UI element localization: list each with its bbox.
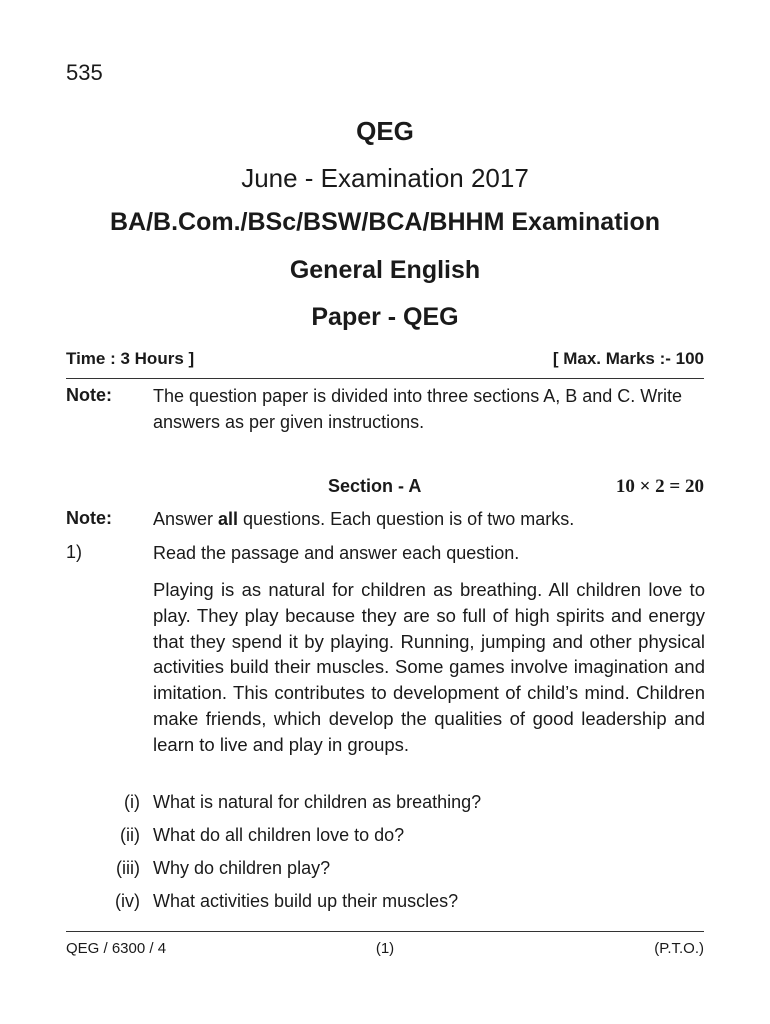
paper-title: Paper - QEG	[311, 303, 459, 331]
note-text-after: questions. Each question is of two marks.	[238, 509, 575, 529]
subquestion-text: What activities build up their muscles?	[153, 891, 459, 911]
section-a-marks: 10 × 2 = 20	[615, 476, 704, 497]
note-text-before: Answer	[153, 509, 219, 529]
reading-passage: Playing is as natural for children as breathing. All children love to play. They play because they are so full of high spirits and energy that they spend it by playing. Running, jumping and other physical activities build their muscles. Some games involve imagination and imitation. This contributes to development of child’s mind. Children make friends, which develop the qualities of good leadership and learn to live and play in groups.	[153, 579, 705, 755]
exam-session: June - Examination 2017	[241, 163, 529, 193]
note-text: The question paper is divided into three sections A, B and C. Write answers as per given instructions.	[153, 386, 682, 432]
subquestion-number: (ii)	[120, 825, 140, 845]
paper-code-title: QEG	[356, 116, 414, 146]
subquestion-number: (i)	[124, 792, 140, 812]
subquestion-number: (iii)	[116, 858, 140, 878]
meta-row	[66, 349, 704, 369]
footer-divider	[66, 931, 704, 932]
exam-name: BA/B.Com./BSc/BSW/BCA/BHHM Examination	[109, 208, 661, 236]
subquestion-text: Why do children play?	[153, 858, 331, 878]
footer-pto: (P.T.O.)	[654, 940, 704, 957]
page-number: 535	[66, 60, 103, 85]
section-a-heading: Section - A	[328, 476, 422, 496]
note-text-bold: all	[218, 509, 239, 529]
section-note-text	[153, 506, 705, 532]
section-note-label: Note:	[66, 508, 112, 528]
question-number: 1)	[66, 542, 83, 562]
subject-title: General English	[289, 256, 481, 284]
subquestion-text: What is natural for children as breathing?	[153, 792, 482, 812]
footer-page-number: (1)	[375, 940, 395, 957]
subquestion-text: What do all children love to do?	[153, 825, 405, 845]
subquestion-number: (iv)	[115, 891, 140, 911]
footer-code: QEG / 6300 / 4	[66, 940, 167, 957]
note-label: Note:	[66, 385, 112, 405]
question-prompt: Read the passage and answer each question.	[153, 543, 520, 563]
time-allowed: Time : 3 Hours ]	[66, 349, 195, 368]
max-marks: [ Max. Marks :- 100	[552, 349, 704, 368]
header-divider	[66, 378, 704, 379]
